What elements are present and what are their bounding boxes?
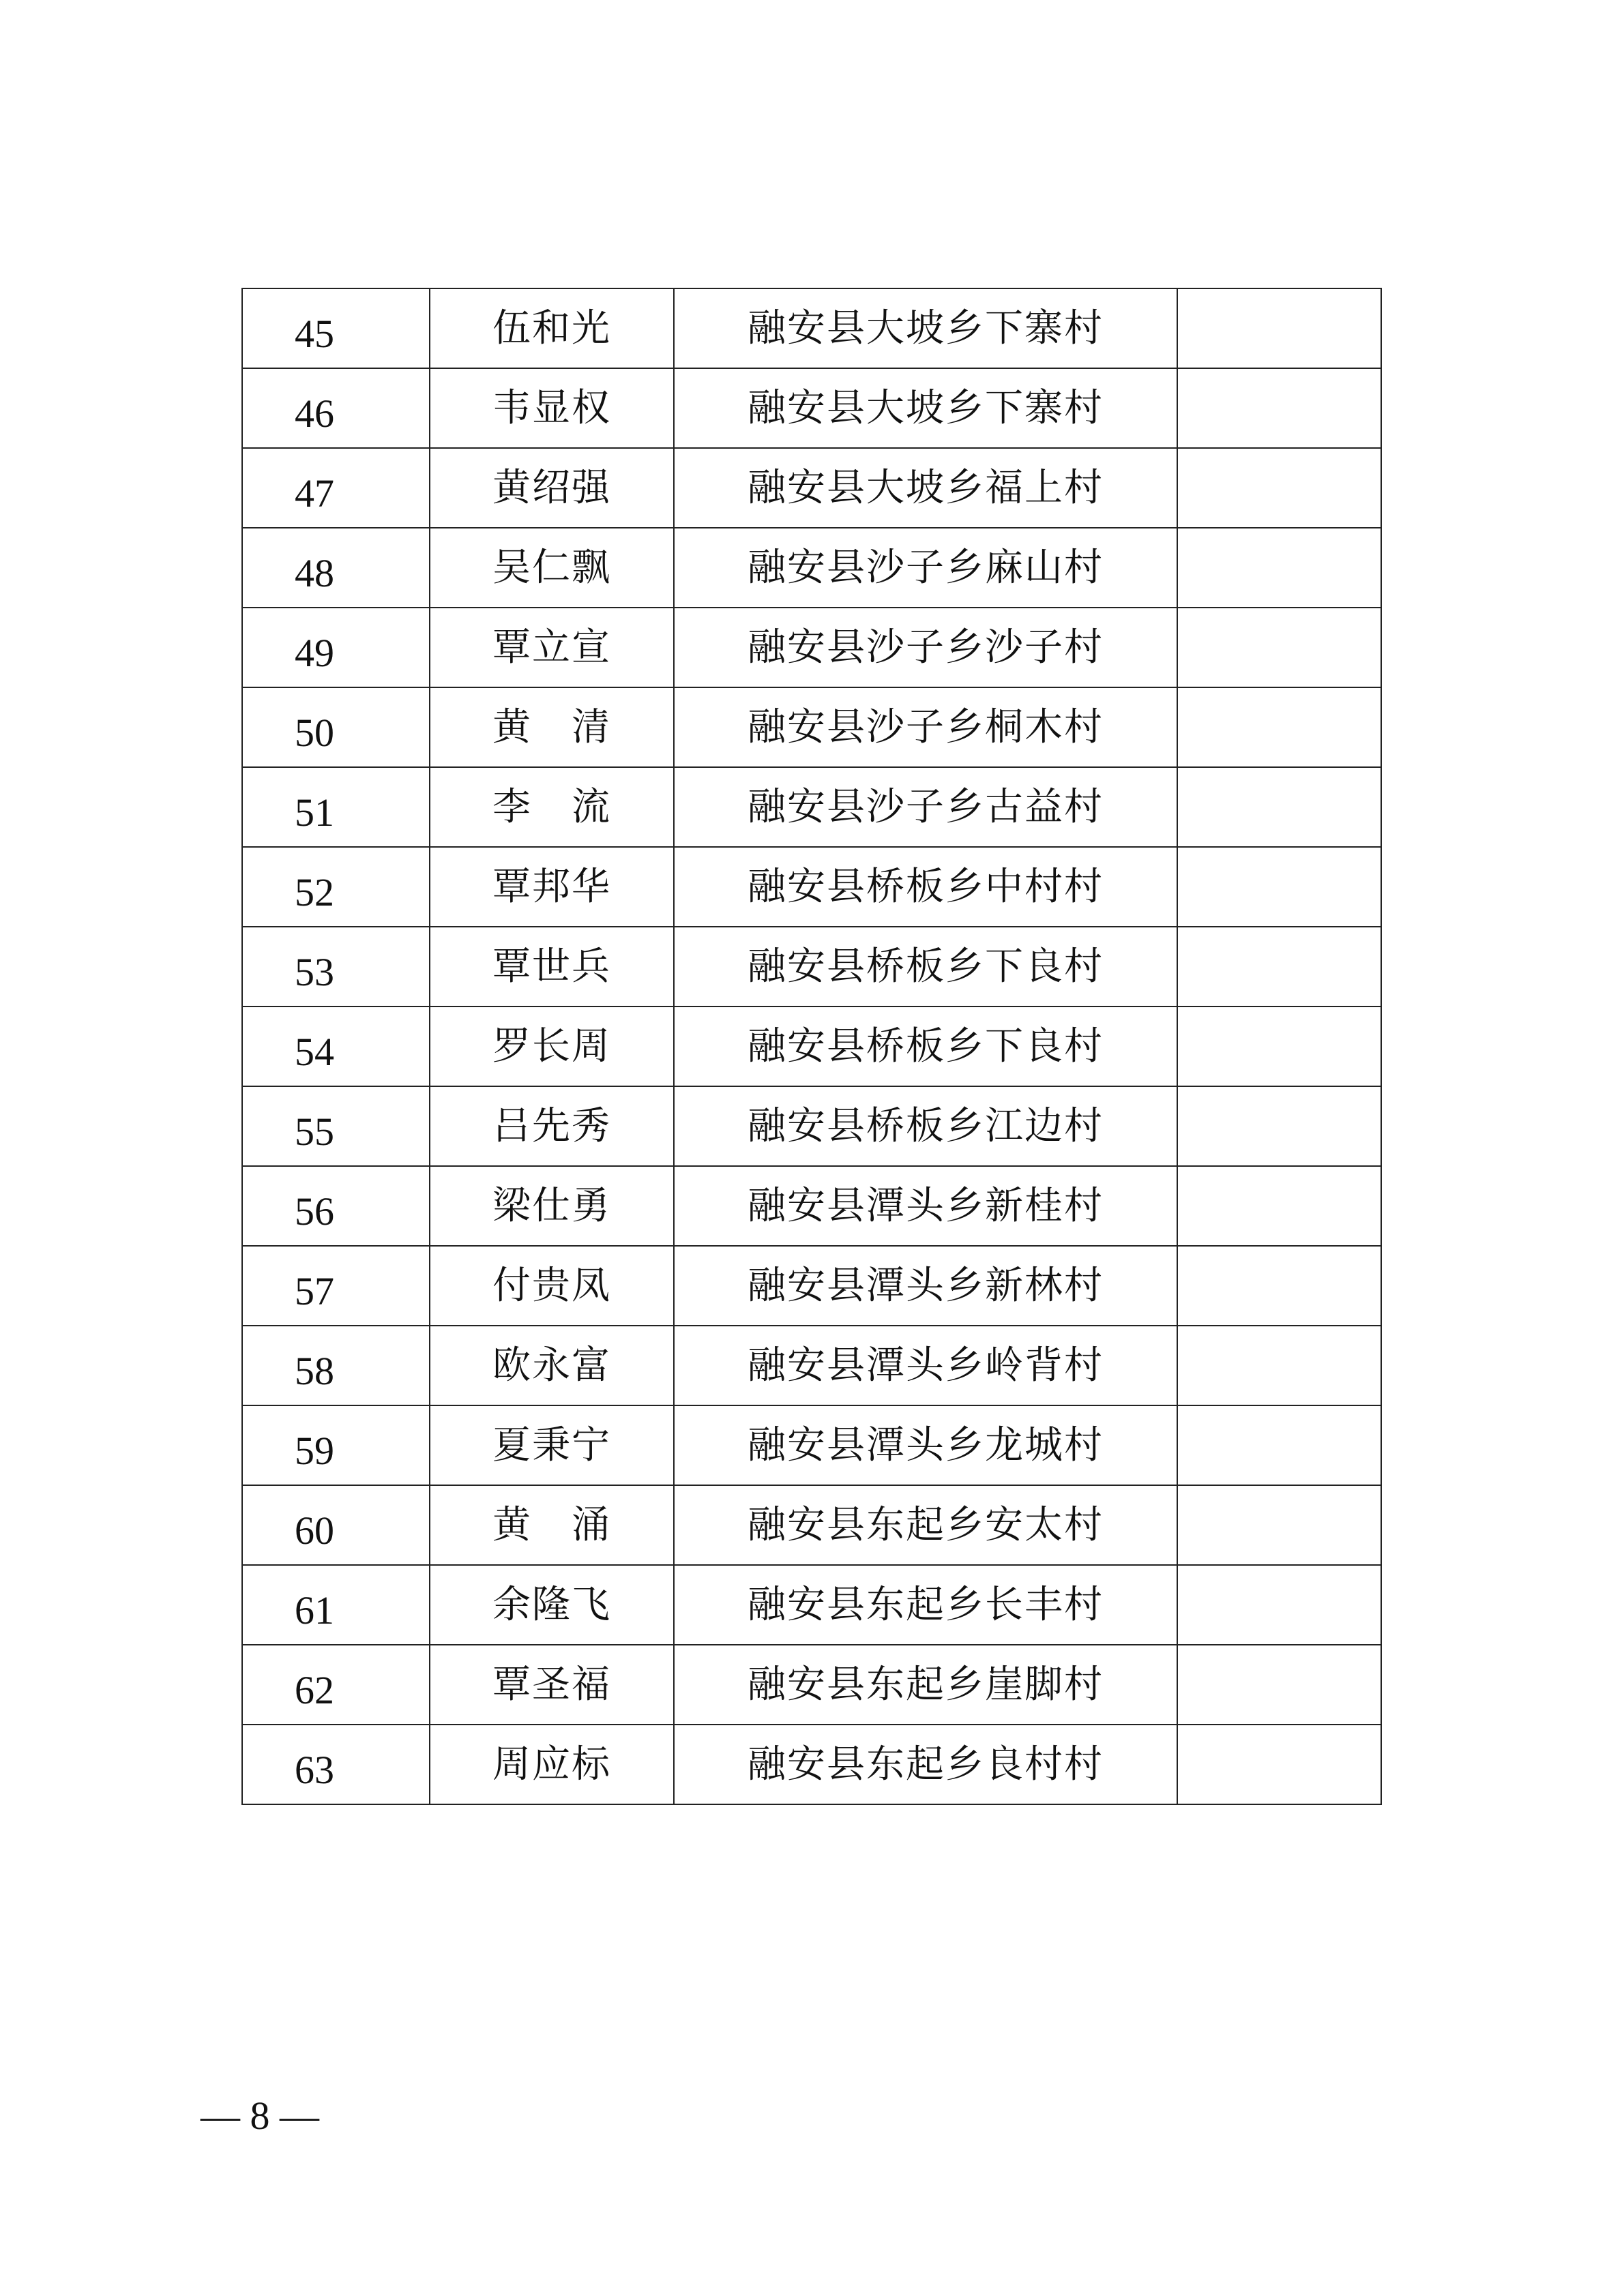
table-row <box>242 608 1381 687</box>
person-name-cell: 周应标 <box>430 1725 674 1804</box>
row-number-cell: 53 <box>242 927 430 1007</box>
row-number-cell: 62 <box>242 1645 430 1725</box>
village-cell: 融安县沙子乡沙子村 <box>674 608 1177 687</box>
person-name-cell: 覃世兵 <box>430 927 674 1007</box>
row-number-cell: 47 <box>242 448 430 528</box>
village-cell: 融安县潭头乡新桂村 <box>674 1166 1177 1246</box>
village-cell: 融安县大坡乡下寨村 <box>674 368 1177 448</box>
row-number-cell: 49 <box>242 608 430 687</box>
row-number-cell: 60 <box>242 1485 430 1565</box>
person-name-cell: 覃邦华 <box>430 847 674 927</box>
page-number: — 8 — <box>201 2093 319 2138</box>
table-row <box>242 1246 1381 1326</box>
table-row <box>242 448 1381 528</box>
person-name-cell: 梁仕勇 <box>430 1166 674 1246</box>
remarks-cell <box>1177 1326 1381 1405</box>
table-row <box>242 528 1381 608</box>
village-cell: 融安县沙子乡古益村 <box>674 767 1177 847</box>
remarks-cell <box>1177 448 1381 528</box>
row-number-cell: 54 <box>242 1007 430 1086</box>
remarks-cell <box>1177 608 1381 687</box>
village-cell: 融安县潭头乡岭背村 <box>674 1326 1177 1405</box>
remarks-cell <box>1177 847 1381 927</box>
table-row <box>242 847 1381 927</box>
table-row <box>242 1485 1381 1565</box>
row-number-cell: 45 <box>242 288 430 368</box>
village-cell: 融安县桥板乡下良村 <box>674 927 1177 1007</box>
row-number-cell: 52 <box>242 847 430 927</box>
village-cell: 融安县东起乡崖脚村 <box>674 1645 1177 1725</box>
table-row <box>242 1086 1381 1166</box>
remarks-cell <box>1177 1645 1381 1725</box>
remarks-cell <box>1177 767 1381 847</box>
village-cell: 融安县东起乡长丰村 <box>674 1565 1177 1645</box>
table-row <box>242 767 1381 847</box>
village-cell: 融安县桥板乡中村村 <box>674 847 1177 927</box>
person-name-cell: 伍和光 <box>430 288 674 368</box>
remarks-cell <box>1177 528 1381 608</box>
remarks-cell <box>1177 368 1381 448</box>
row-number-cell: 50 <box>242 687 430 767</box>
remarks-cell <box>1177 1565 1381 1645</box>
table-row <box>242 687 1381 767</box>
row-number-cell: 59 <box>242 1405 430 1485</box>
village-cell: 融安县沙子乡麻山村 <box>674 528 1177 608</box>
remarks-cell <box>1177 1007 1381 1086</box>
table-row <box>242 1326 1381 1405</box>
village-cell: 融安县沙子乡桐木村 <box>674 687 1177 767</box>
village-cell: 融安县桥板乡江边村 <box>674 1086 1177 1166</box>
remarks-cell <box>1177 1166 1381 1246</box>
village-cell: 融安县大坡乡福上村 <box>674 448 1177 528</box>
roster-table <box>241 288 1382 1805</box>
row-number-cell: 63 <box>242 1725 430 1804</box>
person-name-cell: 吴仁飘 <box>430 528 674 608</box>
table-row <box>242 1565 1381 1645</box>
table-row <box>242 1007 1381 1086</box>
person-name-cell: 覃立宣 <box>430 608 674 687</box>
row-number-cell: 61 <box>242 1565 430 1645</box>
row-number-cell: 56 <box>242 1166 430 1246</box>
person-name-cell: 覃圣福 <box>430 1645 674 1725</box>
table-row <box>242 288 1381 368</box>
row-number-cell: 57 <box>242 1246 430 1326</box>
person-name-cell: 罗长周 <box>430 1007 674 1086</box>
person-name-cell: 李 流 <box>430 767 674 847</box>
person-name-cell: 黄绍强 <box>430 448 674 528</box>
remarks-cell <box>1177 288 1381 368</box>
person-name-cell: 吕先秀 <box>430 1086 674 1166</box>
person-name-cell: 黄 清 <box>430 687 674 767</box>
person-name-cell: 余隆飞 <box>430 1565 674 1645</box>
person-name-cell: 韦显权 <box>430 368 674 448</box>
roster-table-body <box>242 288 1381 1804</box>
remarks-cell <box>1177 687 1381 767</box>
village-cell: 融安县东起乡良村村 <box>674 1725 1177 1804</box>
table-row <box>242 368 1381 448</box>
village-cell: 融安县潭头乡龙城村 <box>674 1405 1177 1485</box>
person-name-cell: 黄 涌 <box>430 1485 674 1565</box>
village-cell: 融安县东起乡安太村 <box>674 1485 1177 1565</box>
row-number-cell: 46 <box>242 368 430 448</box>
remarks-cell <box>1177 1485 1381 1565</box>
person-name-cell: 付贵凤 <box>430 1246 674 1326</box>
person-name-cell: 欧永富 <box>430 1326 674 1405</box>
roster-table-container <box>241 288 1381 1805</box>
row-number-cell: 55 <box>242 1086 430 1166</box>
village-cell: 融安县桥板乡下良村 <box>674 1007 1177 1086</box>
table-row <box>242 1645 1381 1725</box>
remarks-cell <box>1177 927 1381 1007</box>
remarks-cell <box>1177 1086 1381 1166</box>
row-number-cell: 48 <box>242 528 430 608</box>
table-row <box>242 1166 1381 1246</box>
row-number-cell: 58 <box>242 1326 430 1405</box>
village-cell: 融安县大坡乡下寨村 <box>674 288 1177 368</box>
person-name-cell: 夏秉宁 <box>430 1405 674 1485</box>
table-row <box>242 1405 1381 1485</box>
table-row <box>242 1725 1381 1804</box>
remarks-cell <box>1177 1405 1381 1485</box>
table-row <box>242 927 1381 1007</box>
village-cell: 融安县潭头乡新林村 <box>674 1246 1177 1326</box>
remarks-cell <box>1177 1725 1381 1804</box>
remarks-cell <box>1177 1246 1381 1326</box>
row-number-cell: 51 <box>242 767 430 847</box>
